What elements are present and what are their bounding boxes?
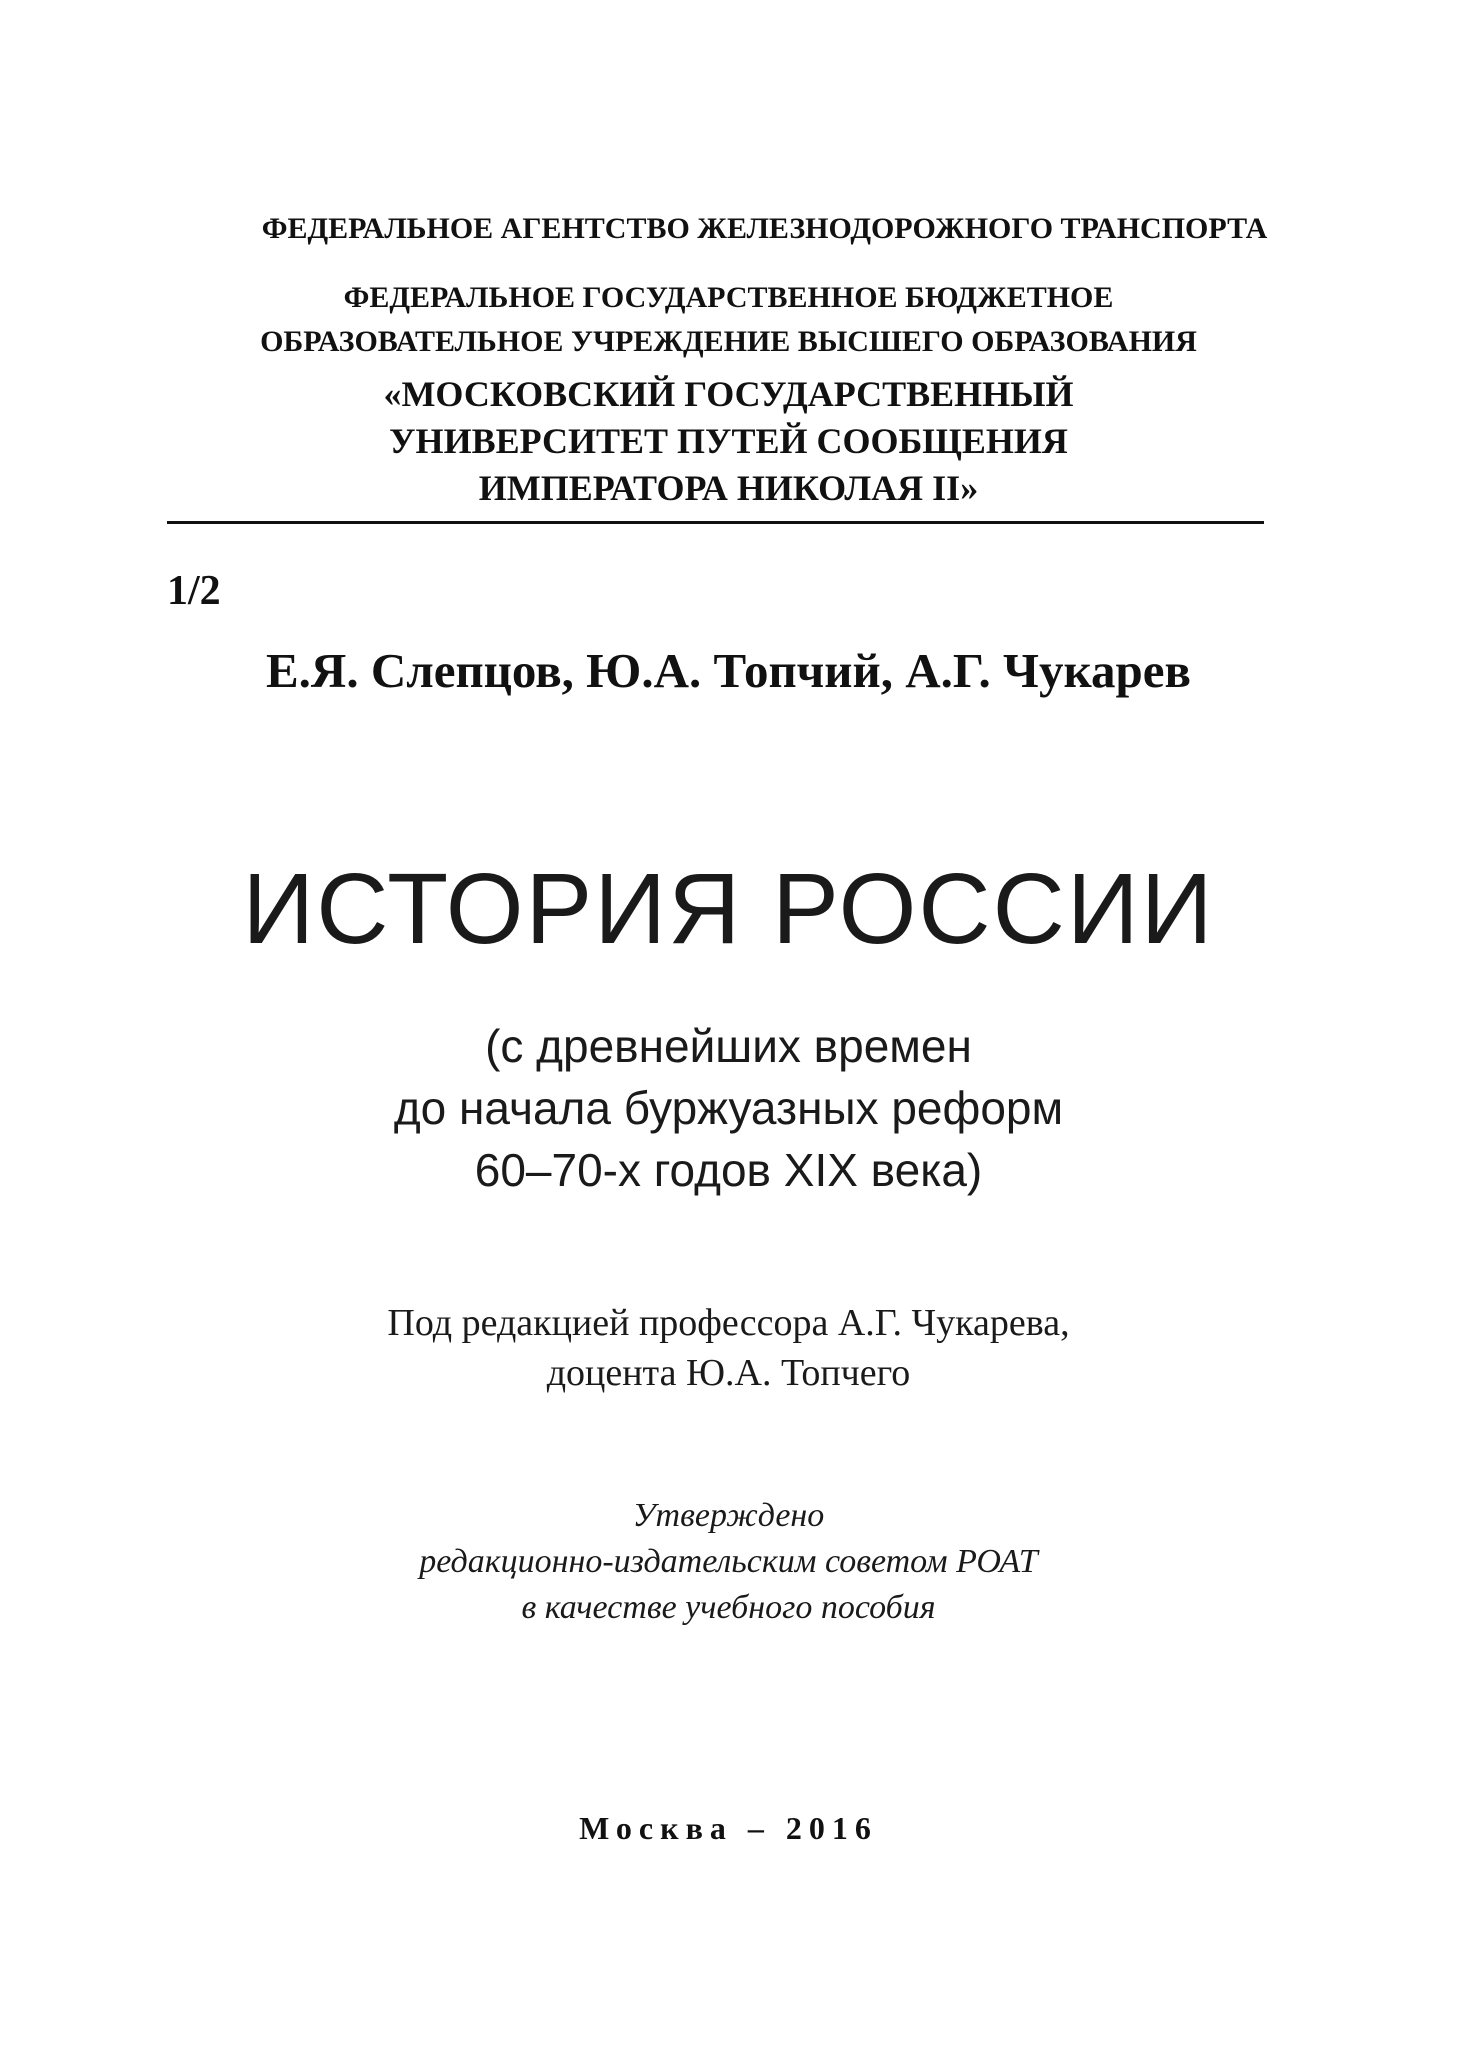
institution-type-line-1: ФЕДЕРАЛЬНОЕ ГОСУДАРСТВЕННОЕ БЮДЖЕТНОЕ — [343, 281, 1114, 314]
header-divider — [167, 521, 1264, 524]
approval-line-1: Утверждено — [632, 1497, 825, 1534]
subtitle-line-1: (с древнейших времен — [485, 1020, 972, 1072]
city-year: Москва – 2016 — [579, 1810, 878, 1846]
copy-mark: 1/2 — [167, 568, 221, 614]
subtitle-line-3: 60–70-х годов XIX века) — [474, 1144, 983, 1196]
editors — [0, 1298, 1457, 1398]
editors-line-1: Под редакцией профессора А.Г. Чукарева, — [387, 1302, 1070, 1344]
university-name-line-3: ИМПЕРАТОРА НИКОЛАЯ II» — [478, 468, 979, 508]
approval-line-3: в качестве учебного пособия — [521, 1589, 936, 1626]
institution-type-line-2: ОБРАЗОВАТЕЛЬНОЕ УЧРЕЖДЕНИЕ ВЫСШЕГО ОБРАЗОВАНИЯ — [260, 325, 1197, 358]
subtitle-line-2: до начала буржуазных реформ — [393, 1082, 1064, 1134]
institution-type — [0, 276, 1457, 364]
book-title: ИСТОРИЯ РОССИИ — [242, 853, 1215, 965]
authors: Е.Я. Слепцов, Ю.А. Топчий, А.Г. Чукарев — [266, 643, 1191, 698]
approval-note — [0, 1493, 1457, 1631]
university-name — [0, 371, 1457, 512]
university-name-line-1: «МОСКОВСКИЙ ГОСУДАРСТВЕННЫЙ — [383, 374, 1074, 414]
book-subtitle — [0, 1015, 1457, 1201]
approval-line-2: редакционно-издательским советом РОАТ — [419, 1543, 1038, 1580]
editors-line-2: доцента Ю.А. Топчего — [546, 1352, 911, 1394]
university-name-line-2: УНИВЕРСИТЕТ ПУТЕЙ СООБЩЕНИЯ — [389, 421, 1068, 461]
agency-name: ФЕДЕРАЛЬНОЕ АГЕНТСТВО ЖЕЛЕЗНОДОРОЖНОГО ТРАНСПОРТА — [261, 212, 1268, 245]
